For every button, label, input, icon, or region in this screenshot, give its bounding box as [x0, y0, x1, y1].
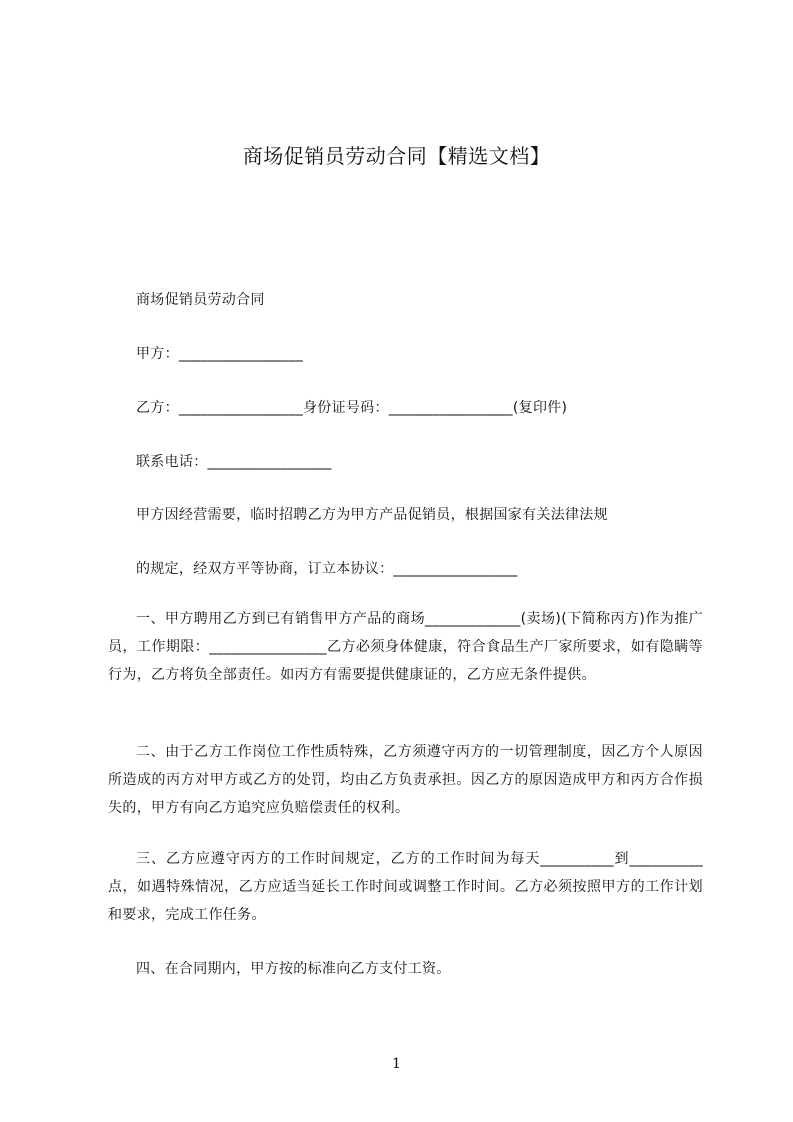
clause-2: [108, 738, 703, 822]
clause-3-text: 三、乙方应遵守丙方的工作时间规定，乙方的工作时间为每天__________到__________点，如遇特殊情况，乙方应适当延长工作时间或调整工作时间。乙方必须按照甲方的工作计划和要求，完成工作任务。: [108, 851, 703, 923]
phone-line: 联系电话：_________________: [136, 454, 332, 470]
clause-1-text: 一、甲方聘用乙方到已有销售甲方产品的商场_____________(卖场)(下简称丙方)作为推广员，工作期限：________________乙方必须身体健康，符合食品生产厂家所要求，如有隐瞒等行为，乙方将负全部责任。如丙方有需要提供健康证的，乙方应无条件提供。: [108, 611, 703, 683]
document-title: 商场促销员劳动合同【精选文档】: [242, 144, 551, 168]
intro-line-2: 的规定，经双方平等协商，订立本协议：_________________: [136, 561, 518, 577]
clause-2-text: 二、由于乙方工作岗位工作性质特殊，乙方须遵守丙方的一切管理制度，因乙方个人原因所造成的丙方对甲方或乙方的处罚，均由乙方负责承担。因乙方的原因造成甲方和丙方合作损失的，甲方有向乙方追究应负赔偿责任的权利。: [108, 744, 703, 816]
page-number: 1: [392, 1056, 401, 1072]
party-b-line: 乙方：_________________身份证号码：_________________(复印件): [136, 400, 568, 416]
party-a-line: 甲方：_________________: [136, 346, 303, 362]
clause-1: [108, 605, 703, 689]
contract-subtitle: 商场促销员劳动合同: [136, 292, 265, 308]
intro-line-1: 甲方因经营需要，临时招聘乙方为甲方产品促销员，根据国家有关法律法规: [136, 507, 608, 523]
clause-3: [108, 845, 703, 929]
clause-4: 四、在合同期内，甲方按的标准向乙方支付工资。: [136, 961, 451, 977]
